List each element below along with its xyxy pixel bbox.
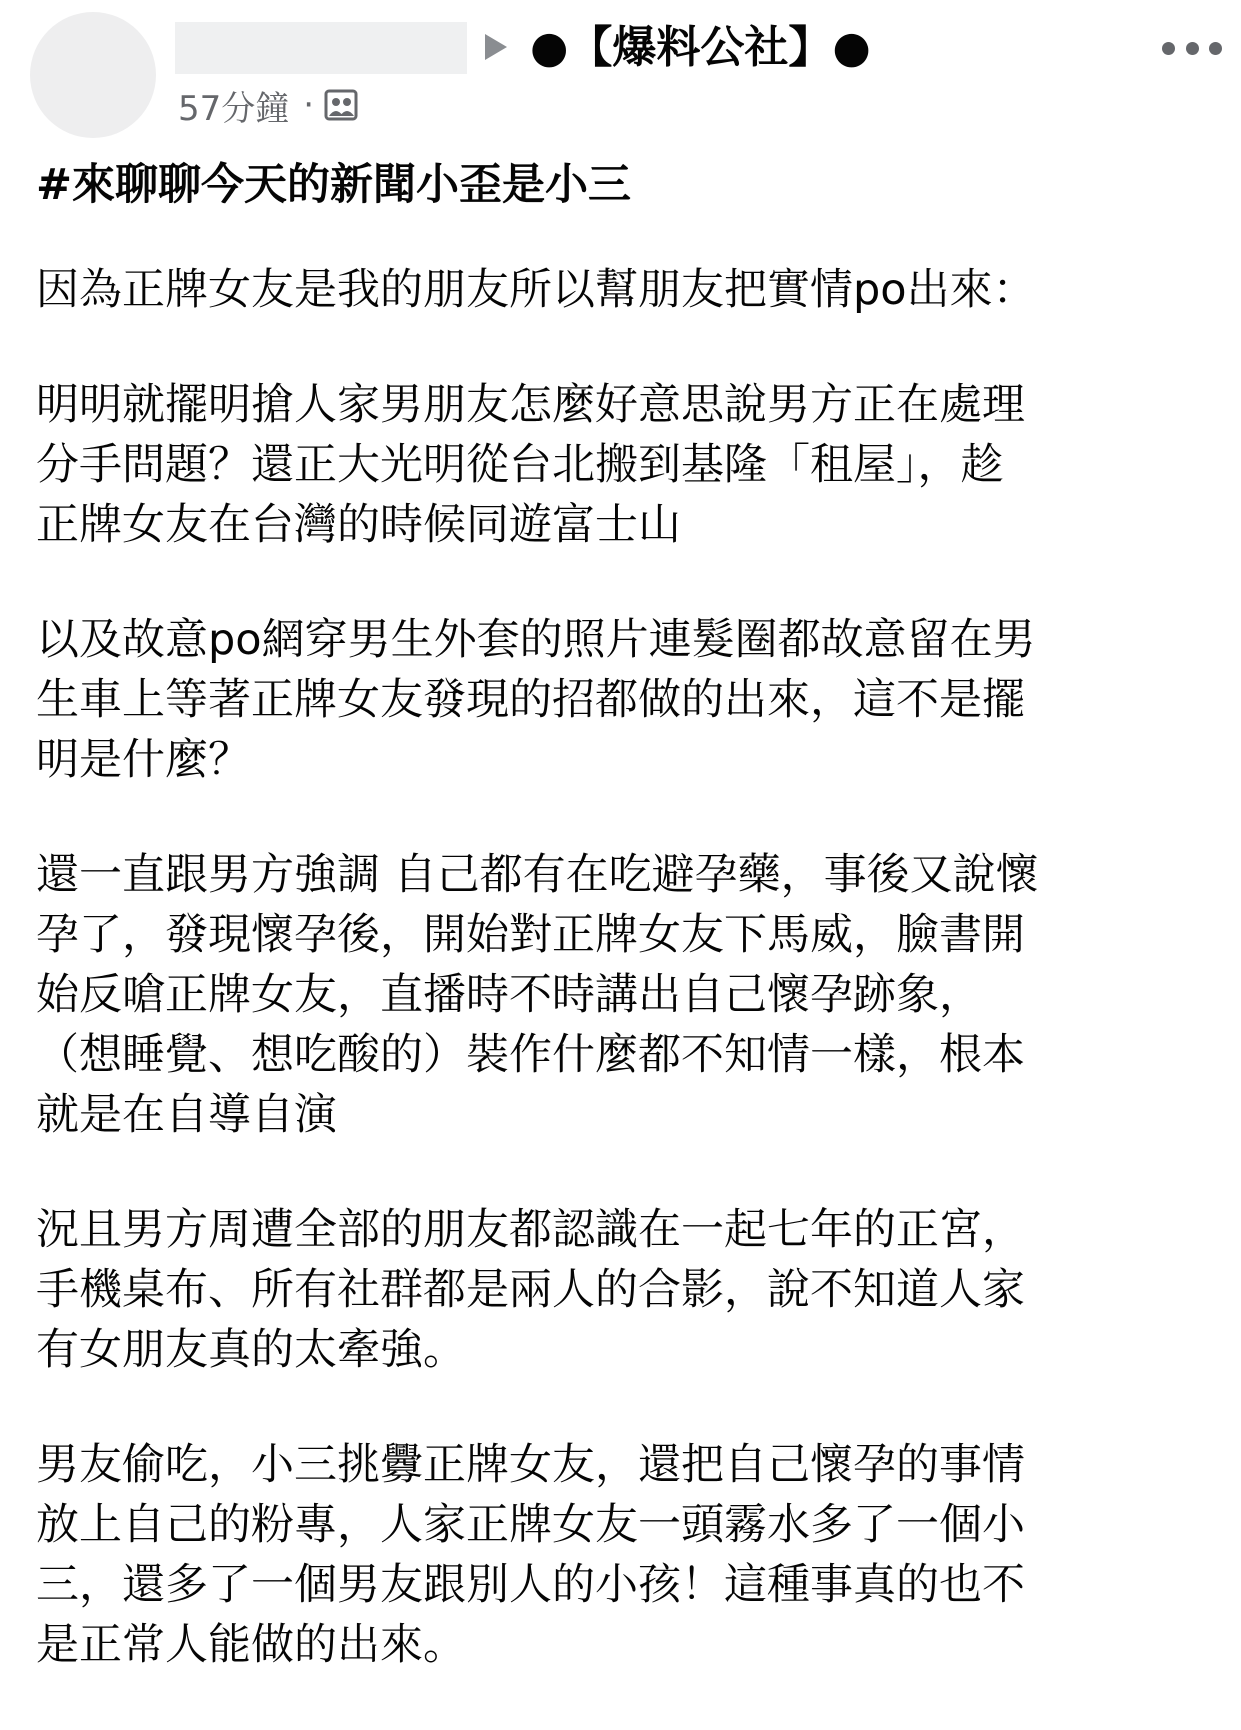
meta-separator: · xyxy=(303,85,315,125)
group-privacy-icon xyxy=(324,89,358,121)
avatar[interactable] xyxy=(30,12,156,138)
more-options-icon[interactable] xyxy=(1162,38,1222,58)
post-paragraph xyxy=(36,1200,1216,1380)
post-line: 況且男方周遭全部的朋友都認識在一起七年的正宮， xyxy=(36,1205,1025,1255)
post-title: #來聊聊今天的新聞小歪是小三 xyxy=(36,160,632,210)
post-line: 分手問題？還正大光明從台北搬到基隆「租屋」，趁 xyxy=(36,440,1004,490)
play-arrow-icon xyxy=(485,34,507,60)
post-paragraph xyxy=(36,845,1216,1145)
post-paragraph xyxy=(36,610,1216,790)
post-line: 三，還多了一個男友跟別人的小孩！這種事真的也不 xyxy=(36,1560,1025,1610)
group-name-link[interactable]: ●【爆料公社】● xyxy=(530,22,871,73)
post-line: 明是什麼？ xyxy=(36,735,251,785)
post-line: 有女朋友真的太牽強。 xyxy=(36,1325,466,1375)
post-line: 是正常人能做的出來。 xyxy=(36,1620,466,1670)
post-line: 就是在自導自演 xyxy=(36,1090,337,1140)
post-line: 以及故意po網穿男生外套的照片連髮圈都故意留在男 xyxy=(36,615,1036,665)
post-meta xyxy=(178,80,358,130)
post-body xyxy=(36,155,1216,1730)
post-line: 孕了，發現懷孕後，開始對正牌女友下馬威，臉書開 xyxy=(36,910,1025,960)
post-line: 始反嗆正牌女友，直播時不時講出自己懷孕跡象， xyxy=(36,970,982,1020)
post-line: 放上自己的粉專，人家正牌女友一頭霧水多了一個小 xyxy=(36,1500,1025,1550)
post-paragraph xyxy=(36,375,1216,555)
post-header xyxy=(0,0,1241,140)
post-line: 生車上等著正牌女友發現的招都做的出來，這不是擺 xyxy=(36,675,1025,725)
post-line: 正牌女友在台灣的時候同遊富士山 xyxy=(36,500,681,550)
post-line: （想睡覺、想吃酸的）裝作什麼都不知情一樣，根本 xyxy=(36,1030,1025,1080)
post-line: 還一直跟男方強調 自己都有在吃避孕藥，事後又說懷 xyxy=(36,850,1039,900)
post-line: 男友偷吃，小三挑釁正牌女友，還把自己懷孕的事情 xyxy=(36,1440,1025,1490)
post-paragraph xyxy=(36,1435,1216,1675)
author-name-redacted[interactable] xyxy=(175,22,467,74)
post-timestamp[interactable]: 57分鐘 xyxy=(178,88,290,129)
post-line: 因為正牌女友是我的朋友所以幫朋友把實情po出來： xyxy=(36,265,1036,315)
post-paragraph xyxy=(36,260,1216,320)
post-line: 手機桌布、所有社群都是兩人的合影，說不知道人家 xyxy=(36,1265,1025,1315)
post-line: 明明就擺明搶人家男朋友怎麼好意思說男方正在處理 xyxy=(36,380,1025,430)
